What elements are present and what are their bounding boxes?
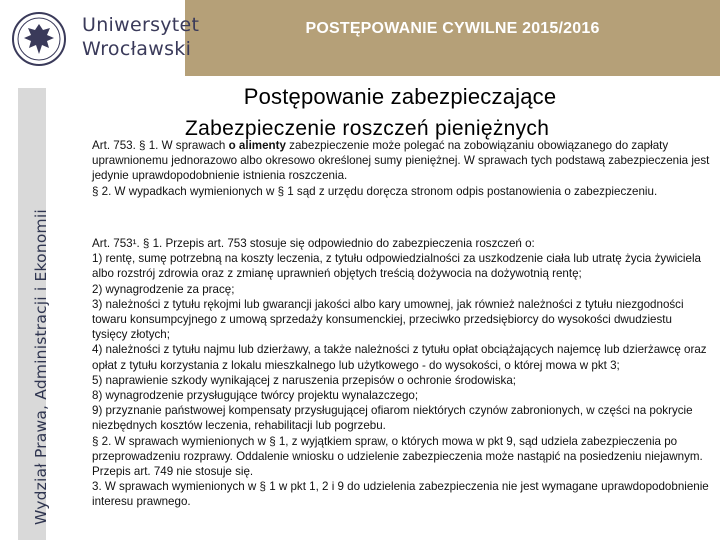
eagle-emblem-icon [10, 10, 68, 68]
presentation-title: POSTĘPOWANIE CYWILNE 2015/2016 [305, 20, 600, 37]
article-753-section-2: § 2. W wypadkach wymienionych w § 1 sąd z urzędu doręcza stronom odpis postanowienia o zabezpieczeniu. [92, 184, 658, 198]
article-753-1-section-2: § 2. W sprawach wymienionych w § 1, z wyjątkiem spraw, o których mowa w pkt 9, sąd udziela zabezpieczenia po przeprowadzeniu rozprawy. Oddalenie wniosku o udzielenie zabezpieczenia może nastąpić na posiedzeniu niejawnym. Przepis art. 749 nie stosuje się. [92, 434, 703, 479]
university-logo [10, 10, 200, 68]
list-item: 4) należności z tytułu najmu lub dzierżawy, a także należności z tytułu opłat obciążających najemcę lub dzierżawcę oraz opłat z tytułu korzystania z lokalu mieszkalnego lub użytkowego - do wysokości, o której mowa w pkt 3; [92, 343, 707, 372]
faculty-label: Wydział Prawa, Administracji i Ekonomii [32, 209, 50, 525]
slide-subtitle: Zabezpieczenie roszczeń pieniężnych [185, 117, 550, 140]
list-item: 2) wynagrodzenie za pracę; [92, 282, 235, 296]
article-753-text-pre: Art. 753. § 1. W sprawach [92, 139, 229, 152]
article-753-section-1 [92, 138, 710, 184]
list-item: 5) naprawienie szkody wynikającej z naruszenia przepisów o ochronie środowiska; [92, 373, 517, 387]
header-bar [185, 0, 720, 76]
logo-text-line1: Uniwersytet [82, 14, 200, 36]
article-753-text-post: zabezpieczenie może polegać na zobowiązaniu obowiązanego do zapłaty uprawnionemu jednorazowo albo okresowo określonej sumy pieniężnej. W sprawach tych podstawą zabezpieczenia jest jedynie uprawdopodobnienie istnienia roszczenia. [92, 139, 710, 183]
article-753-1-intro: Art. 753¹. § 1. Przepis art. 753 stosuje się odpowiednio do zabezpieczenia roszczeń o: [92, 237, 535, 250]
article-753 [92, 138, 710, 199]
logo-text-line2: Wrocławski [82, 38, 192, 60]
list-item: 3) należności z tytułu rękojmi lub gwarancji jakości albo kary umownej, jak również należności z tytułu niezgodności towaru konsumpcyjnego z umową sprzedaży konsumenckiej, przeciwko przedsiębiorcy do wysokości dwudziestu tysięcy złotych; [92, 297, 684, 342]
list-item: 8) wynagrodzenie przysługujące twórcy projektu wynalazczego; [92, 389, 419, 403]
article-753-1-section-3: 3. W sprawach wymienionych w § 1 w pkt 1, 2 i 9 do udzielenia zabezpieczenia nie jest wymagane uprawdopodobnienie interesu prawnego. [92, 480, 709, 509]
slide-title: Postępowanie zabezpieczające [243, 84, 557, 109]
article-753-bold-phrase: o alimenty [228, 139, 286, 152]
list-item: 1) rentę, sumę potrzebną na koszty leczenia, z tytułu odpowiedzialności za uszkodzenie ciała lub utratę życia żywiciela albo rozstrój zdrowia oraz z zmianę uprawnień objętych treścią dożywocia na dożywotnią rentę; [92, 252, 701, 281]
article-753-1 [92, 236, 710, 510]
list-item: 9) przyznanie państwowej kompensaty przysługującej ofiarom niektórych czynów zabronionych, w części na pokrycie niezbędnych kosztów leczenia, rehabilitacji lub pogrzebu. [92, 404, 693, 433]
